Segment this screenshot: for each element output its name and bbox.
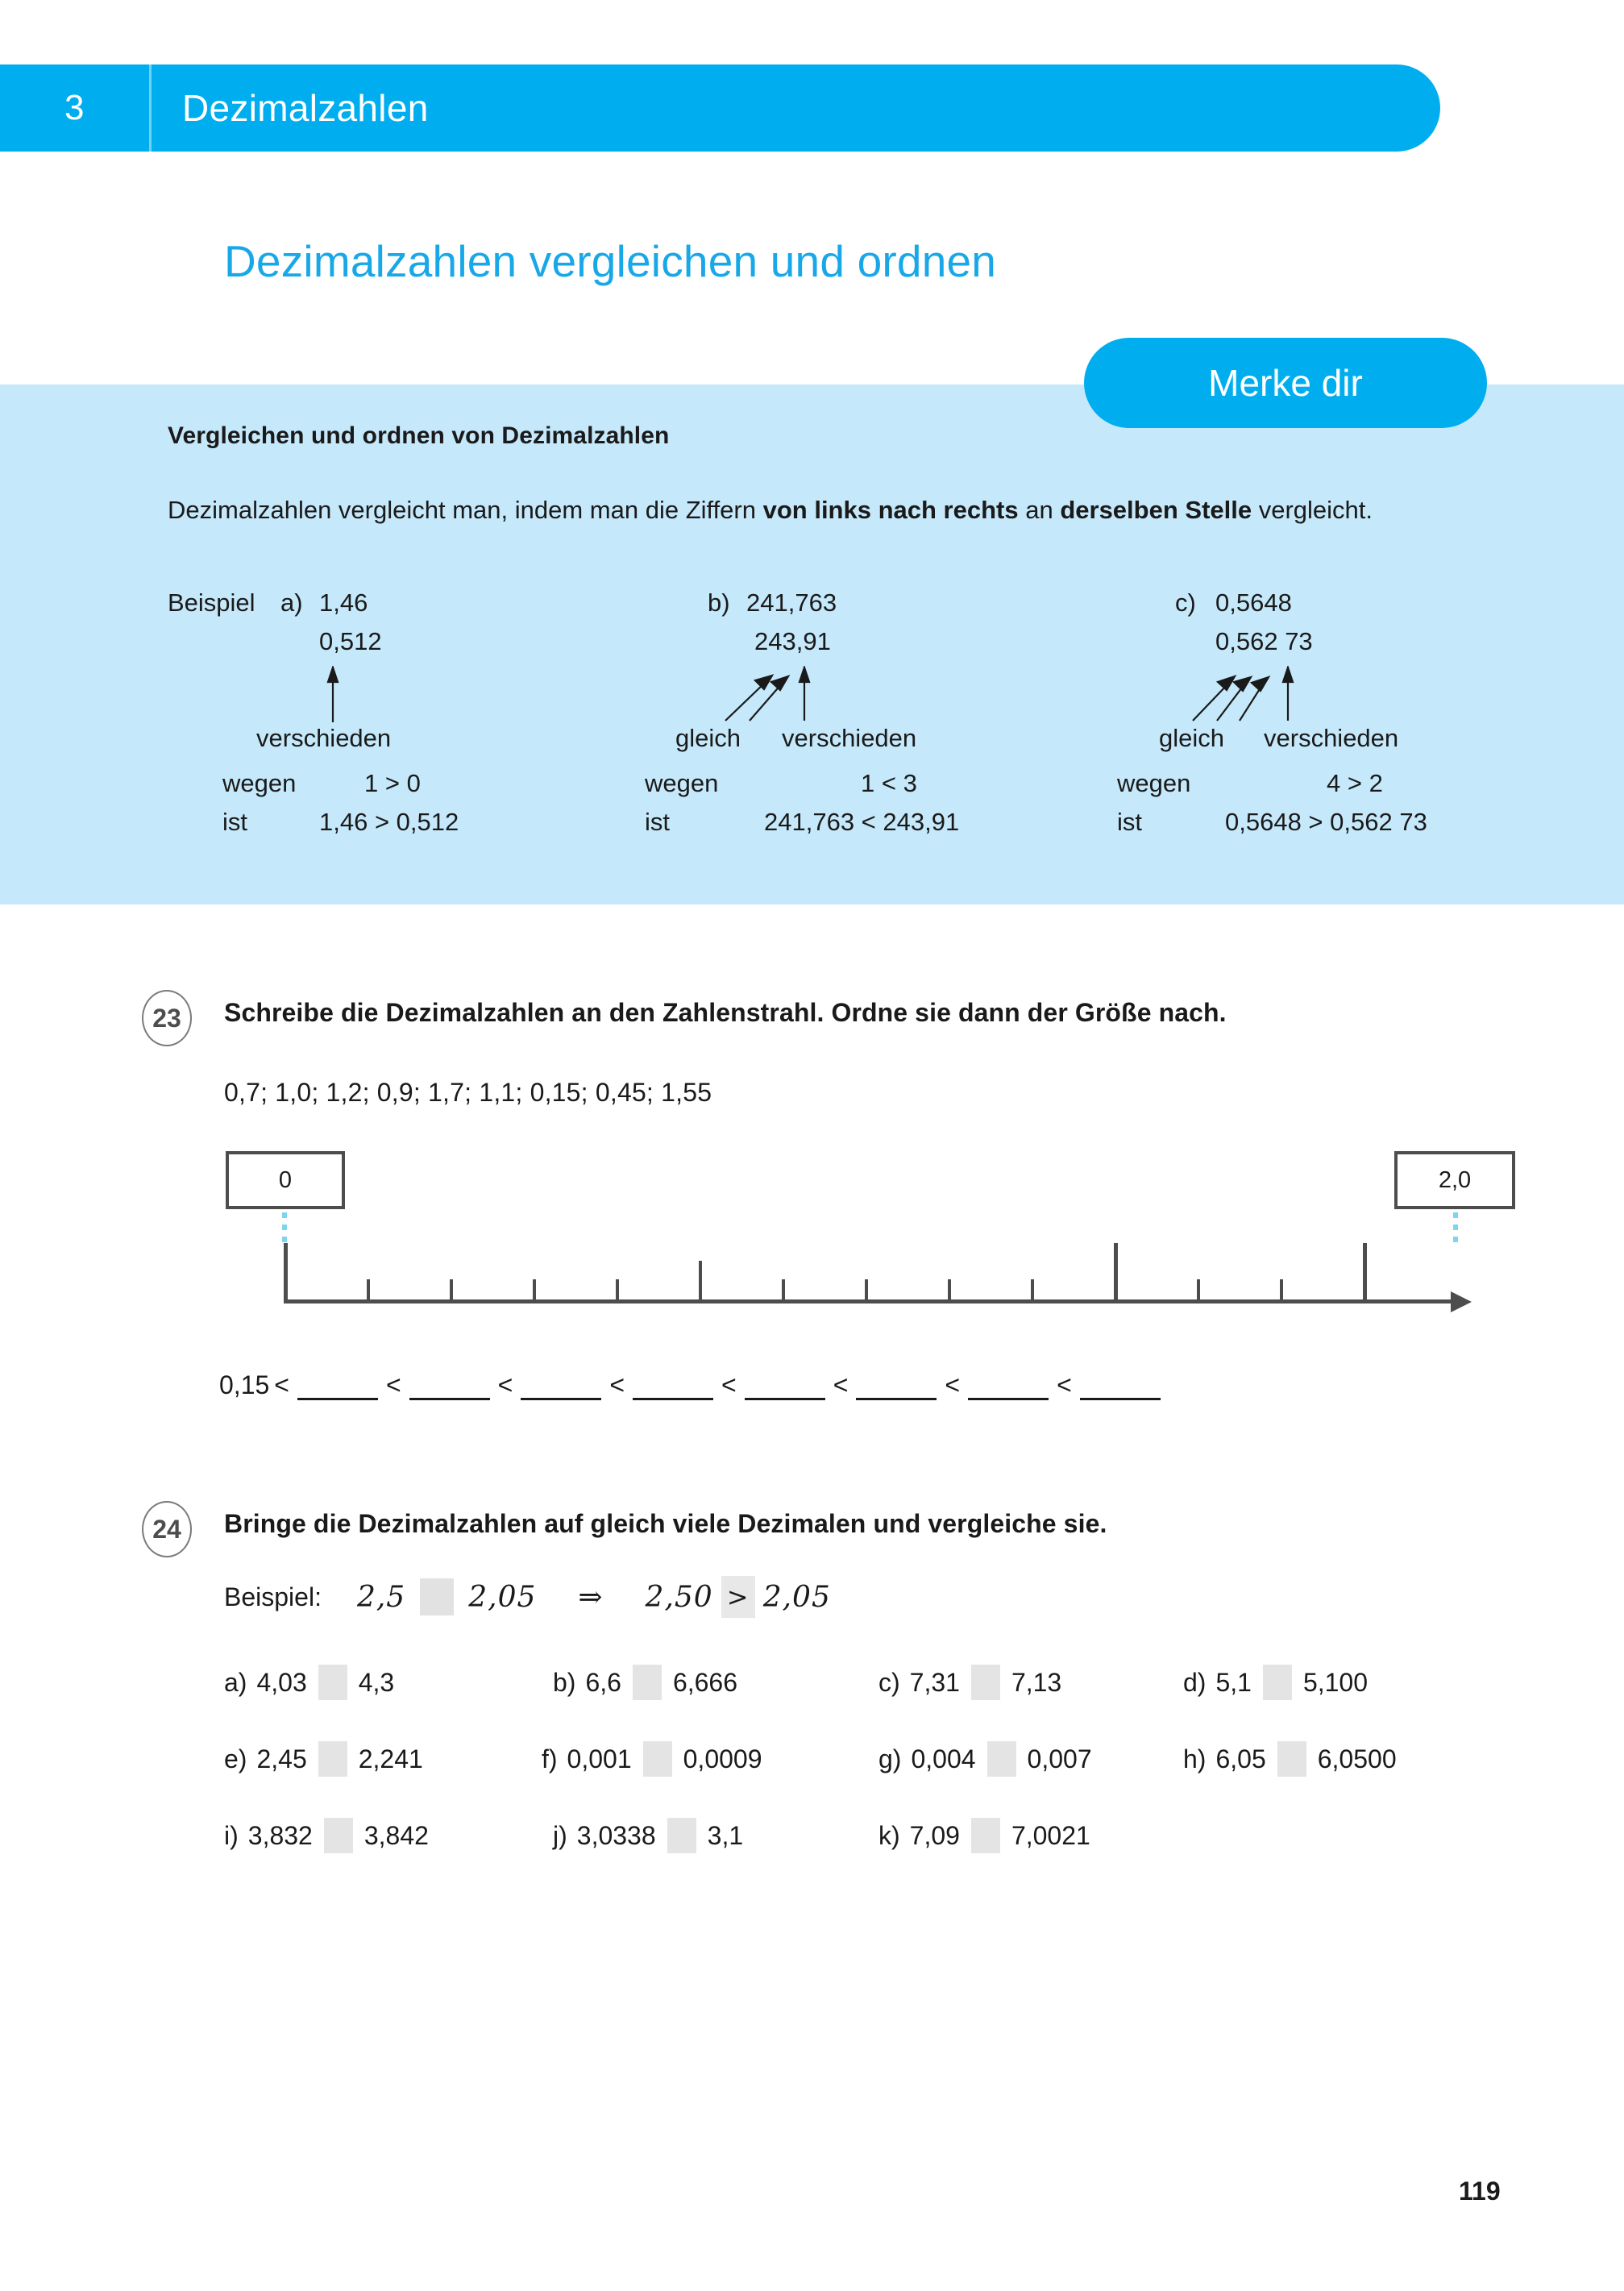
example-a-arrows — [313, 666, 474, 724]
answer-operator: < — [609, 1370, 625, 1399]
answer-operator: < — [945, 1370, 961, 1399]
question-k-right: 7,0021 — [1011, 1820, 1090, 1850]
question-b-letter: b) — [553, 1667, 576, 1697]
question-k-left: 7,09 — [909, 1820, 960, 1850]
answer-blank[interactable] — [521, 1374, 601, 1400]
page-number: 119 — [1459, 2177, 1501, 2206]
numberline-tick-minor — [1280, 1279, 1283, 1302]
question-d-left: 5,1 — [1215, 1667, 1252, 1697]
question-h-left: 6,05 — [1215, 1744, 1266, 1773]
question-c-left: 7,31 — [909, 1667, 960, 1697]
numberline-tick-medium-1 — [699, 1261, 702, 1302]
info-box-heading: Vergleichen und ordnen von Dezimalzahlen — [168, 422, 670, 449]
numberline-left-label: 0 — [278, 1166, 293, 1193]
answer-operator: < — [1057, 1370, 1072, 1399]
merke-dir-badge: Merke dir — [1084, 338, 1487, 428]
example-a-letter: a) — [280, 588, 303, 617]
answer-operator: < — [274, 1370, 289, 1399]
question-b-right: 6,666 — [672, 1667, 738, 1697]
question-i — [224, 1818, 429, 1853]
answer-blank[interactable] — [633, 1374, 713, 1400]
example-b-arrows — [692, 666, 877, 724]
example-a-wegen-label: wegen — [222, 769, 297, 797]
question-g-letter: g) — [878, 1744, 902, 1773]
info-text-bold-2: derselben Stelle — [1060, 496, 1252, 524]
chapter-number: 3 — [64, 88, 85, 127]
exercise-24-badge: 24 — [142, 1501, 192, 1557]
beispiel-left-operand-2: 2,05 — [468, 1580, 537, 1614]
question-row — [224, 1665, 1514, 1741]
example-b-wegen-label: wegen — [645, 769, 719, 797]
question-h-letter: h) — [1183, 1744, 1207, 1773]
numberline-tick-minor — [865, 1279, 868, 1302]
question-row — [224, 1818, 1514, 1894]
answer-blank[interactable] — [856, 1374, 937, 1400]
question-j-left: 3,0338 — [576, 1820, 656, 1850]
numberline-tick-minor — [948, 1279, 951, 1302]
question-b-left: 6,6 — [585, 1667, 621, 1697]
question-a-right: 4,3 — [358, 1667, 395, 1697]
example-b-ist-value: 241,763 < 243,91 — [764, 808, 960, 836]
numberline-tick-minor — [533, 1279, 536, 1302]
exercise-24-question-grid — [224, 1665, 1514, 1894]
numberline-tick-minor — [616, 1279, 619, 1302]
info-box-body — [168, 488, 1473, 533]
numberline-right-connector-dots — [1453, 1212, 1458, 1249]
question-j — [553, 1818, 743, 1853]
question-f-gap[interactable] — [643, 1741, 672, 1777]
numberline-axis — [284, 1299, 1452, 1304]
numberline-tick-major-0 — [284, 1243, 288, 1301]
beispiel-right-operand: 2,50 — [645, 1580, 713, 1614]
question-f-letter: f) — [542, 1744, 558, 1773]
info-text-3: vergleicht. — [1252, 496, 1373, 524]
example-c-tag-equal: gleich — [1159, 724, 1224, 752]
info-text-bold-1: von links nach rechts — [762, 496, 1019, 524]
example-c-number-top: 0,5648 — [1215, 588, 1292, 617]
question-a — [224, 1665, 394, 1700]
question-e — [224, 1741, 423, 1777]
example-a-tag-diff: verschieden — [256, 724, 392, 752]
numberline-tick-major-2 — [1114, 1243, 1118, 1301]
question-a-gap[interactable] — [318, 1665, 347, 1700]
question-e-left: 2,45 — [256, 1744, 307, 1773]
answer-operator: < — [497, 1370, 513, 1399]
question-e-letter: e) — [224, 1744, 247, 1773]
question-i-left: 3,832 — [247, 1820, 313, 1850]
numberline-right-label: 2,0 — [1438, 1166, 1472, 1193]
question-b — [553, 1665, 737, 1700]
answer-operator: < — [721, 1370, 737, 1399]
question-c-gap[interactable] — [971, 1665, 1000, 1700]
question-c-right: 7,13 — [1011, 1667, 1062, 1697]
question-i-gap[interactable] — [324, 1818, 353, 1853]
example-c-letter: c) — [1175, 588, 1196, 617]
question-k-letter: k) — [878, 1820, 900, 1850]
example-c-wegen-value: 4 > 2 — [1327, 769, 1383, 797]
question-j-gap[interactable] — [667, 1818, 696, 1853]
example-b-wegen-value: 1 < 3 — [861, 769, 917, 797]
example-a-wegen-value: 1 > 0 — [364, 769, 421, 797]
example-a-ist-label: ist — [222, 808, 247, 836]
example-b-number-bottom: 243,91 — [754, 627, 831, 655]
question-j-letter: j) — [553, 1820, 567, 1850]
beispiel-implies-arrow: ⇒ — [578, 1580, 604, 1614]
numberline-left-label-box[interactable] — [226, 1151, 345, 1209]
question-i-right: 3,842 — [363, 1820, 429, 1850]
answer-blank[interactable] — [968, 1374, 1049, 1400]
example-a-number-bottom: 0,512 — [319, 627, 382, 655]
example-a-number-top: 1,46 — [319, 588, 368, 617]
beispiel-right-operator: > — [721, 1576, 755, 1618]
numberline-tick-minor — [1197, 1279, 1200, 1302]
answer-start-value: 0,15 — [219, 1370, 270, 1399]
question-g-left: 0,004 — [911, 1744, 976, 1773]
question-k-gap[interactable] — [971, 1818, 1000, 1853]
question-i-letter: i) — [224, 1820, 239, 1850]
answer-blank[interactable] — [745, 1374, 825, 1400]
question-a-left: 4,03 — [256, 1667, 307, 1697]
question-f-left: 0,001 — [567, 1744, 632, 1773]
number-line — [218, 1138, 1523, 1324]
answer-blank[interactable] — [297, 1374, 378, 1400]
question-h-right: 6,0500 — [1317, 1744, 1397, 1773]
answer-blank[interactable] — [409, 1374, 490, 1400]
beispiel-left-gap[interactable] — [420, 1578, 454, 1615]
numberline-tick-minor — [367, 1279, 370, 1302]
chapter-header-bar — [0, 64, 1440, 152]
question-f — [542, 1741, 762, 1777]
question-h-gap[interactable] — [1277, 1741, 1306, 1777]
info-text-2: an — [1018, 496, 1061, 524]
exercise-23-badge: 23 — [142, 990, 192, 1046]
question-h — [1183, 1741, 1397, 1777]
numberline-tick-major-end — [1363, 1243, 1367, 1301]
numberline-arrowhead-icon — [1451, 1291, 1472, 1312]
example-c-ist-value: 0,5648 > 0,562 73 — [1225, 808, 1427, 836]
question-j-right: 3,1 — [707, 1820, 744, 1850]
exercise-24-beispiel-label: Beispiel: — [224, 1582, 322, 1611]
question-g-gap[interactable] — [987, 1741, 1016, 1777]
question-a-letter: a) — [224, 1667, 247, 1697]
info-text-1: Dezimalzahlen vergleicht man, indem man die Ziffern — [168, 496, 763, 524]
question-c-letter: c) — [878, 1667, 900, 1697]
question-e-right: 2,241 — [358, 1744, 423, 1773]
example-b-letter: b) — [708, 588, 730, 617]
question-b-gap[interactable] — [633, 1665, 662, 1700]
beispiel-left-operand: 2,5 — [356, 1580, 406, 1614]
chapter-title: Dezimalzahlen — [182, 87, 429, 129]
exercise-24-example-row — [224, 1576, 831, 1618]
example-c-wegen-label: wegen — [1117, 769, 1191, 797]
answer-blank[interactable] — [1080, 1374, 1161, 1400]
question-d-letter: d) — [1183, 1667, 1207, 1697]
numberline-tick-minor — [450, 1279, 453, 1302]
question-d — [1183, 1665, 1368, 1700]
question-g — [878, 1741, 1092, 1777]
question-row — [224, 1741, 1514, 1818]
page-title: Dezimalzahlen vergleichen und ordnen — [224, 236, 997, 286]
example-b-number-top: 241,763 — [746, 588, 837, 617]
exercise-23-number-list: 0,7; 1,0; 1,2; 0,9; 1,7; 1,1; 0,15; 0,45; 1,55 — [224, 1078, 712, 1107]
example-c-tag-diff: verschieden — [1264, 724, 1399, 752]
example-b-ist-label: ist — [645, 808, 670, 836]
question-k — [878, 1818, 1090, 1853]
question-c — [878, 1665, 1061, 1700]
example-b-tag-equal: gleich — [675, 724, 741, 752]
example-c-arrows — [1159, 666, 1360, 724]
question-d-right: 5,100 — [1302, 1667, 1369, 1697]
numberline-right-label-box[interactable] — [1394, 1151, 1515, 1209]
numberline-tick-minor — [782, 1279, 785, 1302]
question-e-gap[interactable] — [318, 1741, 347, 1777]
example-a-ist-value: 1,46 > 0,512 — [319, 808, 459, 836]
answer-operator: < — [833, 1370, 849, 1399]
answer-operator: < — [385, 1370, 401, 1399]
example-b-tag-diff: verschieden — [782, 724, 917, 752]
example-c-ist-label: ist — [1117, 808, 1142, 836]
question-f-right: 0,0009 — [683, 1744, 762, 1773]
example-c-number-bottom: 0,562 73 — [1215, 627, 1313, 655]
beispiel-label: Beispiel — [168, 588, 255, 617]
exercise-23-instruction: Schreibe die Dezimalzahlen an den Zahlenstrahl. Ordne sie dann der Größe nach. — [224, 998, 1227, 1027]
numberline-tick-minor — [1031, 1279, 1034, 1302]
question-g-right: 0,007 — [1027, 1744, 1092, 1773]
beispiel-right-operand-2: 2,05 — [762, 1580, 831, 1614]
question-d-gap[interactable] — [1263, 1665, 1292, 1700]
exercise-23-answer-line — [219, 1370, 1164, 1400]
exercise-24-instruction: Bringe die Dezimalzahlen auf gleich viele Dezimalen und vergleiche sie. — [224, 1509, 1107, 1538]
